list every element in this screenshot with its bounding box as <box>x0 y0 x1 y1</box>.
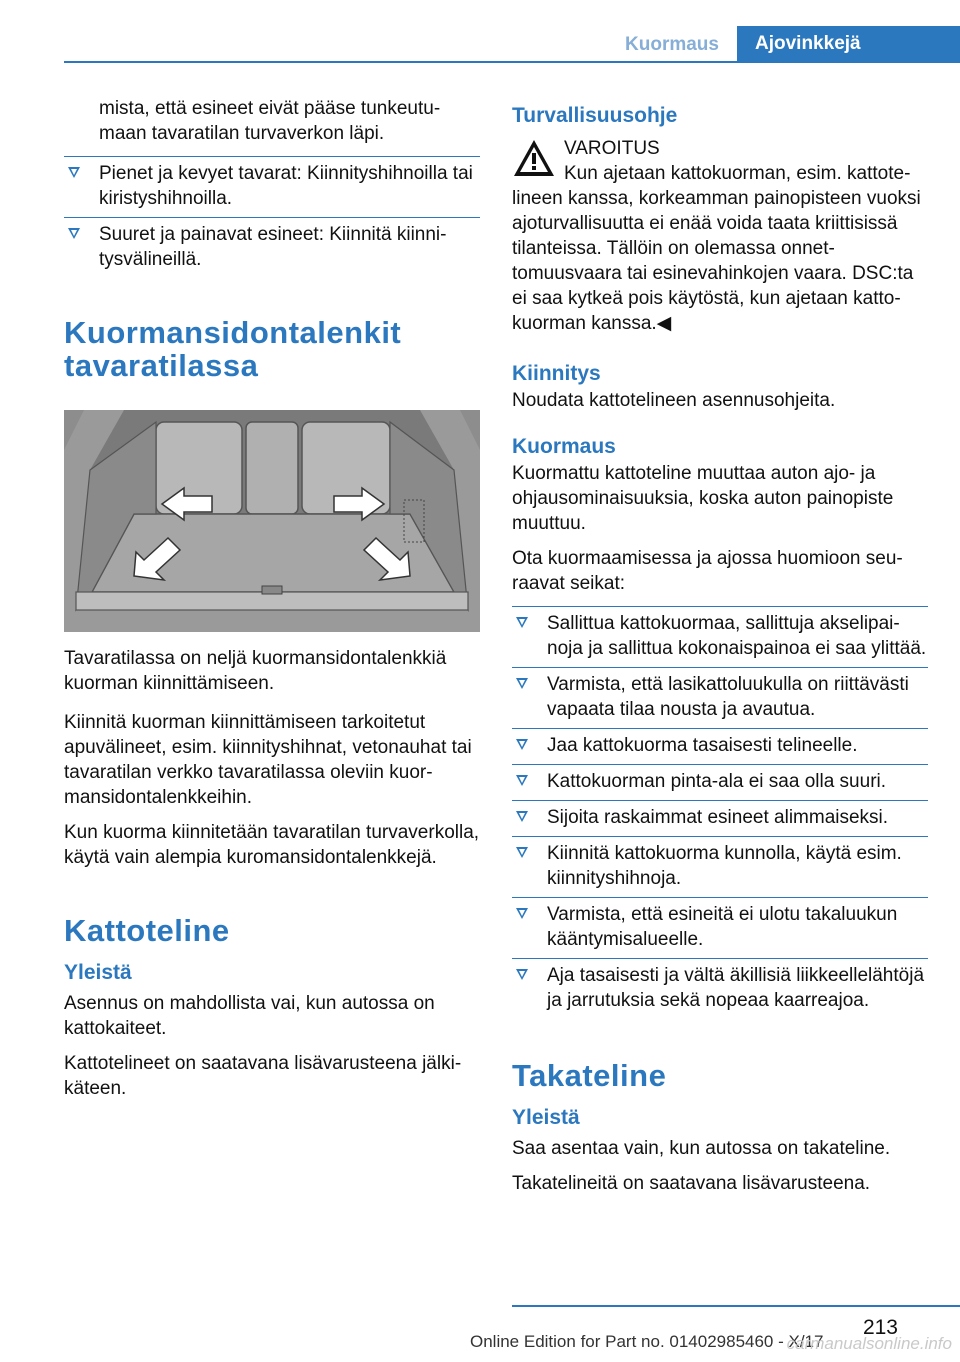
triangle-bullet-icon <box>516 678 528 689</box>
list-item: Varmista, että lasikattoluukulla on riittävästi vapaata tilaa nousta ja avautua. <box>512 667 928 728</box>
header-section-tab: Kuormaus <box>625 34 719 55</box>
subheading-general: Yleistä <box>512 1106 580 1129</box>
trunk-illustration <box>64 410 480 632</box>
paragraph: Kuormattu kattoteline muuttaa auton ajo- ja ohjausominaisuuksia, koska auton painopiste muuttuu. <box>512 463 894 534</box>
triangle-bullet-icon <box>516 739 528 750</box>
triangle-bullet-icon <box>516 908 528 919</box>
triangle-bullet-icon <box>516 617 528 628</box>
paragraph: Saa asentaa vain, kun autossa on takateline. <box>512 1138 891 1159</box>
heading-roof-rack: Kattoteline <box>64 913 230 948</box>
header-chapter-tab: Ajovinkkejä <box>737 26 960 62</box>
list-item: Kiinnitä kattokuorma kunnolla, käytä esim. kiinnityshihnoja. <box>512 836 928 897</box>
subheading-mounting: Kiinnitys <box>512 362 601 385</box>
triangle-bullet-icon <box>68 167 80 178</box>
triangle-bullet-icon <box>516 775 528 786</box>
bullet-list-roof-load <box>512 606 928 1019</box>
warning-label: VAROITUS <box>564 138 660 159</box>
list-item: Aja tasaisesti ja vältä äkillisiä liikkeellelähtöjä ja jarrutuksia sekä nopeaa kaarreajoa. <box>512 958 928 1019</box>
list-item: Pienet ja kevyet tavarat: Kiinnityshihnoilla tai kiristyshihnoilla. <box>64 156 480 217</box>
warning-text: Kun ajetaan kattokuorman, esim. kattotelineen kanssa, korkeamman painopisteen vuoksi ajoturvallisuutta ei enää voida taata kriittisissä tilanteissa. Tällöin on olemassa onnettomuusvaara tai esinevahinkojen vaara. DSC:ta ei saa kytkeä pois käytöstä, kun ajetaan kattokuorman kanssa.◀ <box>512 163 921 334</box>
heading-rear-rack: Takateline <box>512 1058 667 1093</box>
triangle-bullet-icon <box>68 228 80 239</box>
triangle-bullet-icon <box>516 969 528 980</box>
edition-text: Online Edition for Part no. 01402985460 - X/17 <box>470 1332 824 1351</box>
paragraph: Kattotelineet on saatavana lisävarusteena jälkikäteen. <box>64 1053 462 1099</box>
list-item: Sallittua kattokuormaa, sallittuja akselipainoja ja sallittua kokonaispainoa ei saa ylittää. <box>512 606 928 667</box>
footer-rule <box>512 1305 960 1307</box>
subheading-loading: Kuormaus <box>512 435 616 458</box>
subheading-safety: Turvallisuusohje <box>512 104 678 127</box>
triangle-bullet-icon <box>516 847 528 858</box>
warning-block <box>512 136 928 336</box>
heading-lashing-eyes: Kuormansidontalenkit tavaratilassa <box>64 315 402 383</box>
paragraph: Kun kuorma kiinnitetään tavaratilan turvaverkolla, käytä vain alempia kuromansidontalenkkejä. <box>64 822 480 868</box>
paragraph: Noudata kattotelineen asennusohjeita. <box>512 390 836 411</box>
subheading-general: Yleistä <box>64 961 132 984</box>
bullet-list-securing <box>64 156 480 278</box>
continued-text: mista, että esineet eivät pääse tunkeutumaan tavaratilan turvaverkon läpi. <box>99 98 441 144</box>
right-column <box>512 96 928 1206</box>
paragraph: Ota kuormaamisessa ja ajossa huomioon seuraavat seikat: <box>512 548 903 594</box>
warning-triangle-icon <box>512 138 556 178</box>
list-item: Suuret ja painavat esineet: Kiinnitä kiinnitysvälineillä. <box>64 217 480 278</box>
paragraph: Takatelineitä on saatavana lisävarusteena. <box>512 1173 871 1194</box>
list-item: Varmista, että esineitä ei ulotu takaluukun kääntymisalueelle. <box>512 897 928 958</box>
list-item: Jaa kattokuorma tasaisesti telineelle. <box>512 728 928 764</box>
paragraph: Asennus on mahdollista vai, kun autossa on kattokaiteet. <box>64 993 435 1039</box>
list-item: Kattokuorman pinta-ala ei saa olla suuri. <box>512 764 928 800</box>
list-item: Sijoita raskaimmat esineet alimmaiseksi. <box>512 800 928 836</box>
header-rule <box>64 61 960 63</box>
left-column <box>64 96 480 1111</box>
paragraph: Tavaratilassa on neljä kuormansidontalenkkiä kuorman kiinnittämiseen. <box>64 648 447 694</box>
watermark: carmanualsonline.info <box>786 1334 952 1353</box>
page-number: 213 <box>862 1316 898 1339</box>
paragraph: Kiinnitä kuorman kiinnittämiseen tarkoitetut apuvälineet, esim. kiinnityshihnat, vetonauhat tai tavaratilan verkko tavaratilassa oleviin kuormansidontalenkkeihin. <box>64 712 472 808</box>
triangle-bullet-icon <box>516 811 528 822</box>
